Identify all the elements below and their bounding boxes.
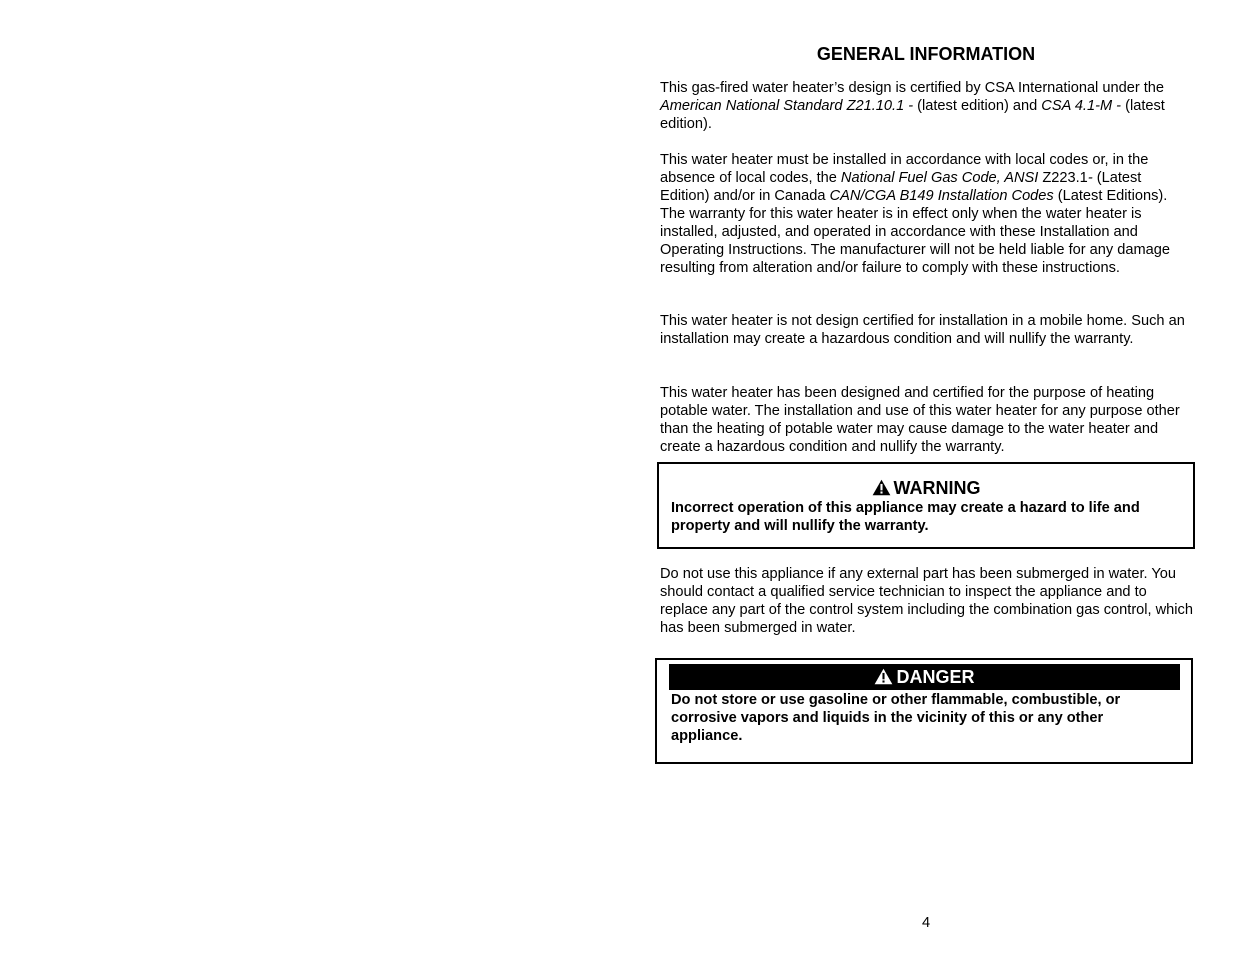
cert-text-c: (latest edition) and bbox=[913, 98, 1042, 114]
section-heading: GENERAL INFORMATION bbox=[816, 44, 1036, 64]
potable-water-paragraph: This water heater has been designed and certified for the purpose of heating potable water. The installation and use of this water heater for any purpose other than the heating of potable water may cause damage to the water heater and create a hazardous condition and nullify the warranty. bbox=[660, 385, 1180, 455]
manual-page bbox=[617, 0, 1235, 954]
warning-title bbox=[659, 478, 1193, 498]
blank-left-page bbox=[0, 0, 617, 954]
ansi-standard-name: American National Standard Z21.10.1 - bbox=[660, 98, 914, 114]
submerged-parts-paragraph: Do not use this appliance if any external part has been submerged in water. You should contact a qualified service technician to inspect the appliance and to replace any part of the control system including the combination gas control, which has been submerged in water. bbox=[660, 566, 1193, 636]
danger-box bbox=[655, 658, 1193, 764]
csa-standard-name: CSA 4.1-M - bbox=[1041, 98, 1122, 114]
warning-label: WARNING bbox=[893, 478, 981, 498]
danger-label: DANGER bbox=[896, 667, 975, 687]
danger-title-bar bbox=[669, 664, 1180, 690]
certification-paragraph bbox=[660, 79, 1193, 133]
codes-text-a: This water heater must be installed in accordance with local codes or, in the absence of local codes, the bbox=[660, 152, 1149, 186]
fuel-gas-code-name: National Fuel Gas Code, ANSI bbox=[840, 170, 1039, 186]
danger-message: Do not store or use gasoline or other flammable, combustible, or corrosive vapors and liquids in the vicinity of this or any other appliance. bbox=[671, 692, 1121, 744]
codes-text-g: (Latest Editions). The warranty for this water heater is in effect only when the water heater is installed, adjusted, and operated in accordance with these Installation and Operating Instructions. The manufacturer will not be held liable for any damage resulting from alteration and/or failure to comply with these instructions. bbox=[660, 188, 1170, 276]
warning-box bbox=[657, 462, 1195, 549]
warning-triangle-icon bbox=[874, 668, 893, 685]
warning-triangle-icon bbox=[872, 479, 891, 496]
page-number: 4 bbox=[921, 915, 931, 931]
codes-text-d: - bbox=[1087, 170, 1093, 186]
mobile-home-paragraph: This water heater is not design certified for installation in a mobile home. Such an installation may create a hazardous condition and will nullify the warranty. bbox=[660, 313, 1185, 347]
cert-text-e: (latest edition). bbox=[660, 98, 1165, 132]
codes-text-c: Z223.1 bbox=[1038, 170, 1088, 186]
installation-codes-paragraph bbox=[660, 151, 1193, 277]
warning-message: Incorrect operation of this appliance may create a hazard to life and property and will nullify the warranty. bbox=[671, 500, 1140, 534]
codes-text-e: (Latest Edition) and/or in Canada bbox=[660, 170, 1142, 204]
canada-code-name: CAN/CGA B149 Installation Codes bbox=[829, 188, 1054, 204]
cert-text-a: This gas-fired water heater’s design is certified by CSA International under the bbox=[660, 80, 1165, 96]
